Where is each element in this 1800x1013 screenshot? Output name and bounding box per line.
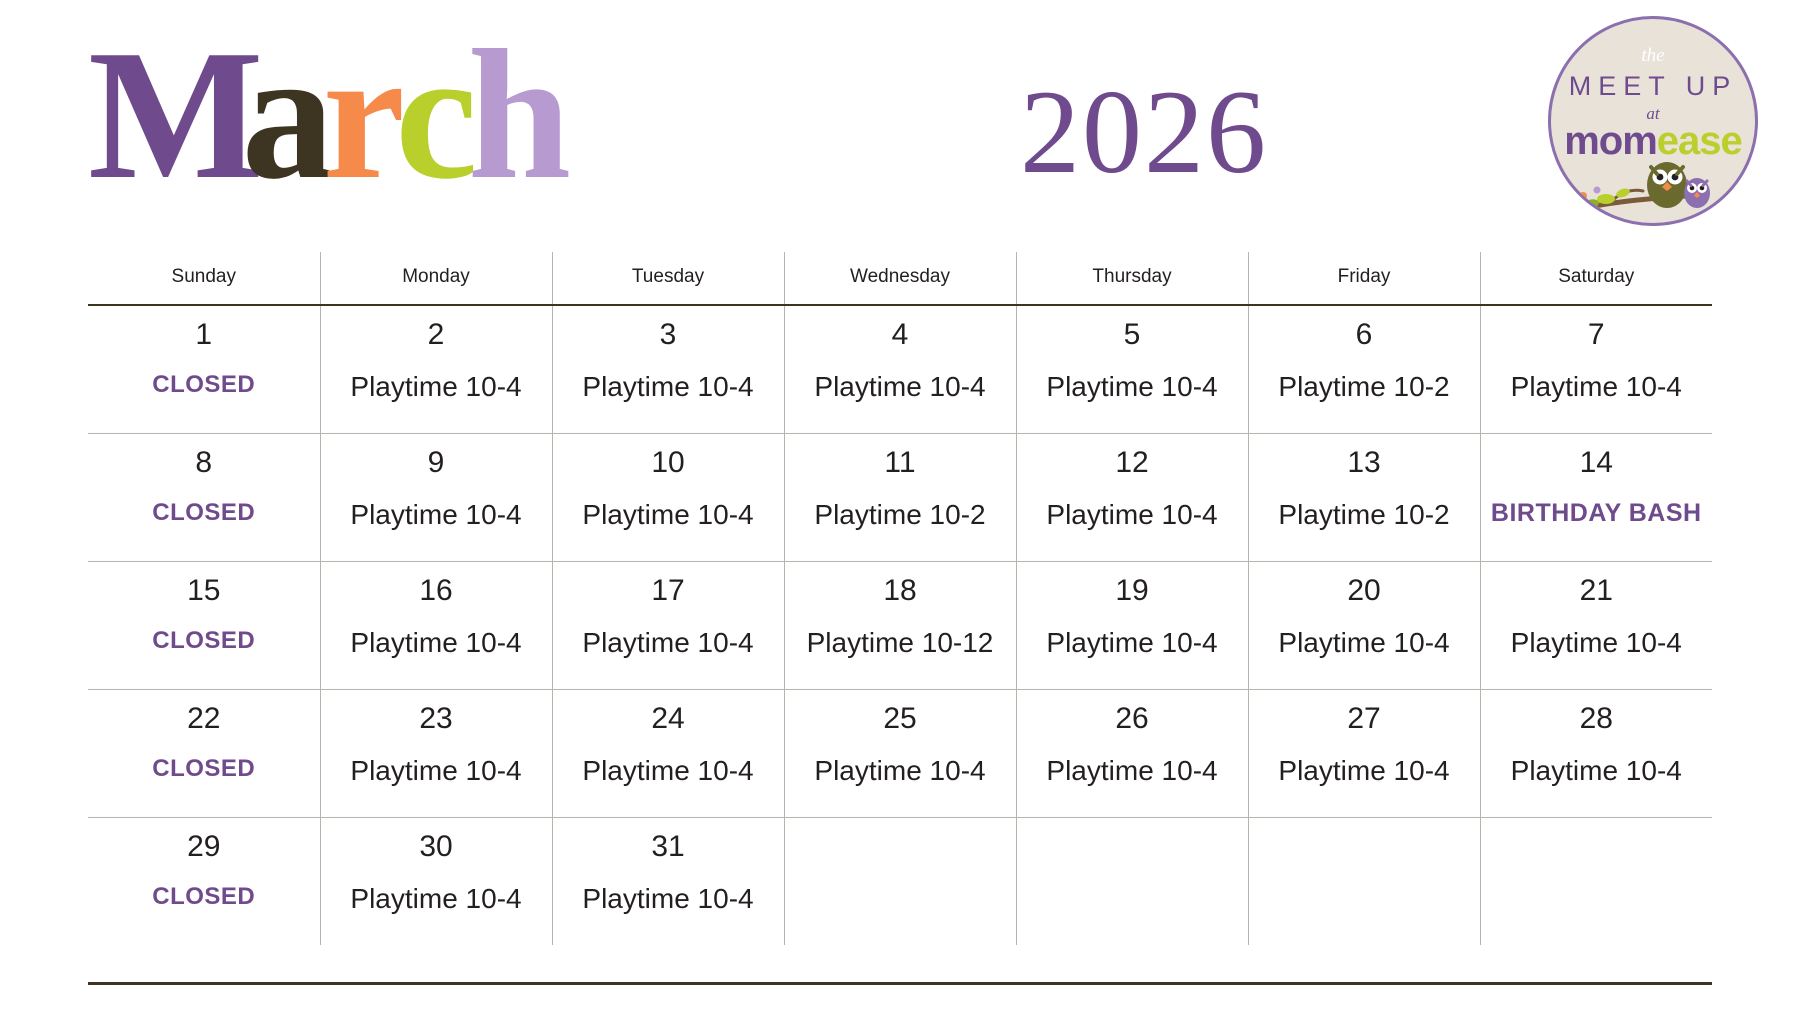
day-event: BIRTHDAY BASH	[1490, 499, 1702, 527]
weekday-wednesday: Wednesday	[784, 252, 1016, 305]
day-cell[interactable]	[1016, 305, 1248, 434]
day-cell[interactable]	[552, 562, 784, 690]
month-title	[88, 12, 566, 218]
day-event: Playtime 10-4	[1510, 627, 1682, 658]
day-event: CLOSED	[152, 371, 256, 398]
day-cell[interactable]	[552, 305, 784, 434]
day-number: 1	[195, 318, 213, 351]
day-event: Playtime 10-4	[1510, 755, 1682, 786]
day-number: 12	[1115, 446, 1149, 479]
logo-meetup-text: MEET UP	[1568, 71, 1738, 101]
weekday-sunday: Sunday	[88, 252, 320, 305]
day-cell[interactable]	[88, 305, 320, 434]
day-number: 8	[195, 446, 213, 479]
day-cell[interactable]	[88, 562, 320, 690]
day-event: Playtime 10-4	[1046, 627, 1218, 658]
day-cell[interactable]	[552, 434, 784, 562]
day-number: 5	[1123, 318, 1141, 351]
day-number: 6	[1355, 318, 1373, 351]
weekday-monday: Monday	[320, 252, 552, 305]
day-event: Playtime 10-4	[1278, 627, 1450, 658]
day-cell[interactable]	[320, 562, 552, 690]
day-number: 9	[427, 446, 445, 479]
day-event: Playtime 10-4	[814, 755, 986, 786]
day-number: 2	[427, 318, 445, 351]
logo-the-text: the	[1641, 45, 1665, 66]
day-cell-empty	[1248, 818, 1480, 946]
day-event: Playtime 10-4	[1510, 371, 1682, 402]
day-cell[interactable]	[784, 434, 1016, 562]
day-number: 15	[187, 574, 221, 607]
day-number: 30	[419, 830, 453, 863]
day-number: 25	[883, 702, 917, 735]
day-number: 13	[1347, 446, 1381, 479]
calendar-table	[88, 252, 1712, 945]
day-cell[interactable]	[1016, 562, 1248, 690]
day-number: 21	[1579, 574, 1613, 607]
day-cell[interactable]	[320, 305, 552, 434]
day-number: 24	[651, 702, 685, 735]
day-number: 16	[419, 574, 453, 607]
month-letter-5: h	[467, 12, 566, 218]
logo	[1548, 16, 1758, 226]
year-title: 2026	[1020, 65, 1268, 198]
day-event: Playtime 10-4	[1046, 499, 1218, 530]
weekday-tuesday: Tuesday	[552, 252, 784, 305]
day-number: 19	[1115, 574, 1149, 607]
weekday-thursday: Thursday	[1016, 252, 1248, 305]
day-event: Playtime 10-4	[582, 499, 754, 530]
day-event: Playtime 10-4	[582, 755, 754, 786]
month-letter-3: r	[322, 12, 400, 218]
calendar-week-row	[88, 434, 1712, 562]
day-cell[interactable]	[320, 818, 552, 946]
day-number: 29	[187, 830, 221, 863]
month-letter-4: c	[395, 12, 472, 218]
day-event: Playtime 10-2	[1278, 499, 1450, 530]
day-number: 31	[651, 830, 685, 863]
day-cell[interactable]	[1016, 690, 1248, 818]
day-cell[interactable]	[1480, 690, 1712, 818]
day-event: Playtime 10-4	[582, 627, 754, 658]
weekday-header-row	[88, 252, 1712, 305]
day-number: 14	[1579, 446, 1613, 479]
day-cell-empty	[784, 818, 1016, 946]
logo-brand-ease: ease	[1656, 119, 1742, 163]
day-number: 17	[651, 574, 685, 607]
month-letter-2: a	[241, 12, 329, 218]
day-event: Playtime 10-2	[1278, 371, 1450, 402]
weekday-friday: Friday	[1248, 252, 1480, 305]
logo-at-text: at	[1646, 104, 1660, 123]
day-cell-empty	[1016, 818, 1248, 946]
day-cell[interactable]	[1248, 434, 1480, 562]
day-event: Playtime 10-4	[814, 371, 986, 402]
day-event: Playtime 10-4	[582, 883, 754, 914]
day-number: 22	[187, 702, 221, 735]
day-number: 20	[1347, 574, 1381, 607]
weekday-saturday: Saturday	[1480, 252, 1712, 305]
calendar-week-row	[88, 818, 1712, 946]
day-event: CLOSED	[152, 499, 256, 526]
day-number: 18	[883, 574, 917, 607]
day-cell[interactable]	[88, 818, 320, 946]
day-event: Playtime 10-4	[350, 883, 522, 914]
calendar-week-row	[88, 690, 1712, 818]
day-cell[interactable]	[320, 690, 552, 818]
day-cell[interactable]	[1480, 305, 1712, 434]
day-cell[interactable]	[1016, 434, 1248, 562]
day-number: 10	[651, 446, 685, 479]
day-cell[interactable]	[784, 305, 1016, 434]
calendar-week-row	[88, 562, 1712, 690]
day-cell[interactable]	[1248, 690, 1480, 818]
day-number: 26	[1115, 702, 1149, 735]
day-event: Playtime 10-4	[350, 627, 522, 658]
day-cell[interactable]	[552, 818, 784, 946]
day-number: 23	[419, 702, 453, 735]
day-cell[interactable]	[1248, 562, 1480, 690]
day-event: Playtime 10-4	[1278, 755, 1450, 786]
day-event: CLOSED	[152, 627, 256, 654]
day-number: 3	[659, 318, 677, 351]
day-event: Playtime 10-2	[814, 499, 986, 530]
day-cell[interactable]	[320, 434, 552, 562]
month-letter-1: M	[88, 12, 258, 218]
day-cell[interactable]	[784, 562, 1016, 690]
day-event: Playtime 10-4	[1046, 755, 1218, 786]
day-cell[interactable]	[784, 690, 1016, 818]
calendar-week-row	[88, 305, 1712, 434]
logo-brand-mom: mom	[1564, 119, 1657, 163]
day-cell[interactable]	[1248, 305, 1480, 434]
day-cell[interactable]	[88, 434, 320, 562]
day-event: Playtime 10-4	[350, 755, 522, 786]
day-number: 4	[891, 318, 909, 351]
day-event: CLOSED	[152, 883, 256, 910]
day-event: Playtime 10-4	[350, 499, 522, 530]
day-number: 28	[1579, 702, 1613, 735]
day-event: CLOSED	[152, 755, 256, 782]
owl-icon	[1551, 155, 1755, 217]
day-number: 11	[884, 446, 916, 479]
day-cell-empty	[1480, 818, 1712, 946]
day-cell[interactable]	[1480, 434, 1712, 562]
day-event: Playtime 10-4	[350, 371, 522, 402]
day-event: Playtime 10-4	[1046, 371, 1218, 402]
day-event: Playtime 10-4	[582, 371, 754, 402]
day-number: 7	[1587, 318, 1605, 351]
day-event: Playtime 10-12	[806, 627, 994, 658]
day-cell[interactable]	[1480, 562, 1712, 690]
bottom-divider	[88, 982, 1712, 985]
day-cell[interactable]	[552, 690, 784, 818]
day-cell[interactable]	[88, 690, 320, 818]
day-number: 27	[1347, 702, 1381, 735]
calendar-header	[0, 0, 1800, 250]
